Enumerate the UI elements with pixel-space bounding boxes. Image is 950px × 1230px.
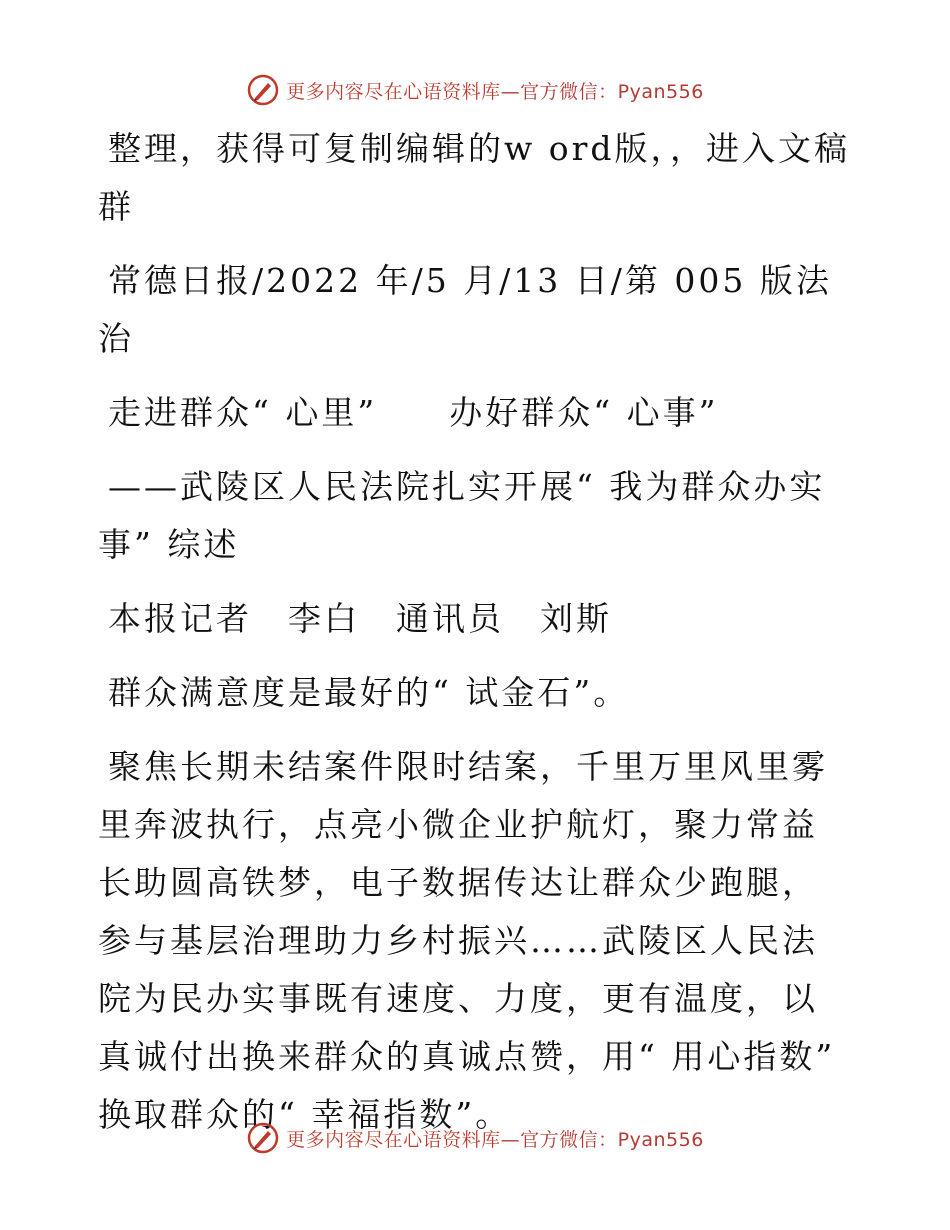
body-paragraph: 聚焦长期未结案件限时结案，千里万里风里雾里奔波执行，点亮小微企业护航灯，聚力常益长助圆高铁梦，电子数据传达让群众少跑腿，参与基层治理助力乡村振兴……武陵区人民法院为民办实事既有速度、力度，更有温度，以真诚付出换来群众的真诚点赞，用“ 用心指数” 换取群众的“ 幸福指数”。	[98, 747, 836, 1134]
header-watermark-banner	[0, 70, 950, 110]
intro-line: 整理，获得可复制编辑的w ord版，，进入文稿群	[98, 129, 851, 226]
document-body	[98, 120, 850, 1160]
header-wechat-text: —官方微信：Pyan556	[500, 80, 704, 103]
pen-circle-logo-icon	[246, 1121, 280, 1155]
header-site-text: 更多内容尽在心语资料库	[286, 80, 501, 103]
lead-paragraph: 群众满意度是最好的“ 试金石”。	[108, 673, 630, 712]
headline: 走进群众“ 心里” 办好群众“ 心事”	[108, 393, 719, 432]
pen-circle-logo-icon	[246, 73, 280, 107]
subheadline: ——武陵区人民法院扎实开展“ 我为群众办实事” 综述	[98, 467, 826, 564]
footer-site-text: 更多内容尽在心语资料库	[286, 1128, 501, 1151]
footer-watermark-banner	[0, 1118, 950, 1158]
byline: 本报记者 李白 通讯员 刘斯	[108, 599, 612, 638]
footer-wechat-text: —官方微信：Pyan556	[500, 1128, 704, 1151]
source-line: 常德日报/2022 年/5 月/13 日/第 005 版法治	[98, 261, 832, 358]
